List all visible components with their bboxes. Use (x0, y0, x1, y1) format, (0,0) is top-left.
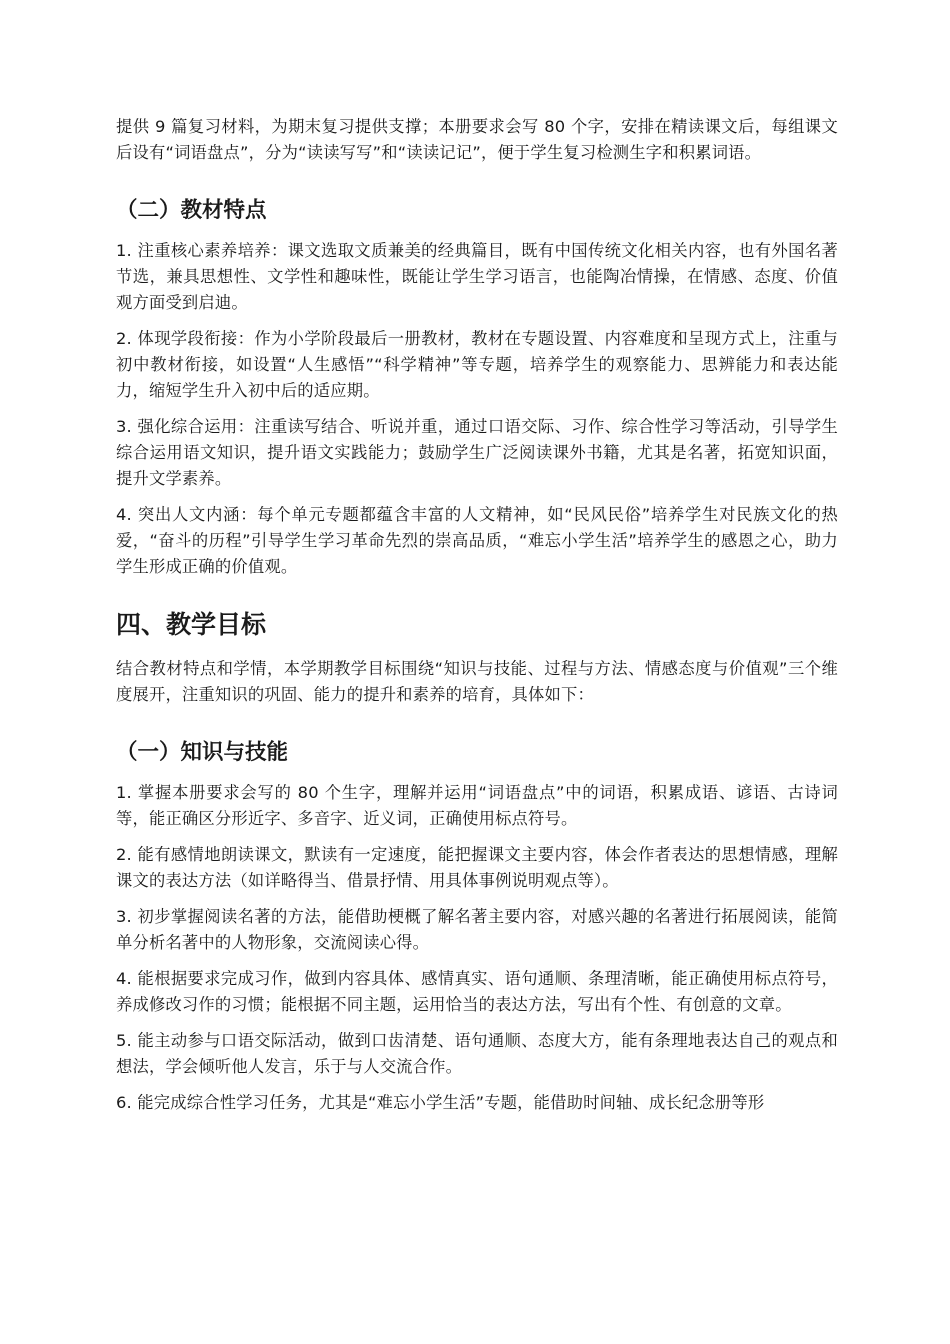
feature-item-4: 4. 突出人文内涵：每个单元专题都蕴含丰富的人文精神，如“民风民俗”培养学生对民族文化的热爱，“奋斗的历程”引导学生学习革命先烈的崇高品质，“难忘小学生活”培养学生的感恩之心，助力学生形成正确的价值观。 (116, 505, 838, 576)
goal-item-6: 6. 能完成综合性学习任务，尤其是“难忘小学生活”专题，能借助时间轴、成长纪念册等形 (116, 1093, 765, 1112)
teaching-goals-heading: 四、教学目标 (116, 610, 267, 639)
feature-item-3: 3. 强化综合运用：注重读写结合、听说并重，通过口语交际、习作、综合性学习等活动，引导学生综合运用语文知识，提升语文实践能力；鼓励学生广泛阅读课外书籍，尤其是名著，拓宽知识面，提升文学素养。 (116, 417, 838, 488)
document-page (116, 114, 838, 1126)
teaching-goals-intro: 结合教材特点和学情，本学期教学目标围绕“知识与技能、过程与方法、情感态度与价值观”三个维度展开，注重知识的巩固、能力的提升和素养的培育，具体如下： (116, 659, 838, 704)
feature-item-1: 1. 注重核心素养培养：课文选取文质兼美的经典篇目，既有中国传统文化相关内容，也有外国名著节选，兼具思想性、文学性和趣味性，既能让学生学习语言，也能陶冶情操，在情感、态度、价值观方面受到启迪。 (116, 241, 838, 312)
goal-item-5: 5. 能主动参与口语交际活动，做到口齿清楚、语句通顺、态度大方，能有条理地表达自己的观点和想法，学会倾听他人发言，乐于与人交流合作。 (116, 1031, 838, 1076)
intro-continuation-paragraph: 提供 9 篇复习材料，为期末复习提供支撑；本册要求会写 80 个字，安排在精读课文后，每组课文后设有“词语盘点”，分为“读读写写”和“读读记记”，便于学生复习检测生字和积累词语。 (116, 117, 838, 162)
goal-item-2: 2. 能有感情地朗读课文，默读有一定速度，能把握课文主要内容，体会作者表达的思想情感，理解课文的表达方法（如详略得当、借景抒情、用具体事例说明观点等）。 (116, 845, 838, 890)
goal-item-4: 4. 能根据要求完成习作，做到内容具体、感情真实、语句通顺、条理清晰，能正确使用标点符号，养成修改习作的习惯；能根据不同主题，运用恰当的表达方法，写出有个性、有创意的文章。 (116, 969, 838, 1014)
goal-item-3: 3. 初步掌握阅读名著的方法，能借助梗概了解名著主要内容，对感兴趣的名著进行拓展阅读，能简单分析名著中的人物形象，交流阅读心得。 (116, 907, 838, 952)
goal-item-1: 1. 掌握本册要求会写的 80 个生字，理解并运用“词语盘点”中的词语，积累成语、谚语、古诗词等，能正确区分形近字、多音字、近义词，正确使用标点符号。 (116, 783, 838, 828)
textbook-features-heading: （二）教材特点 (116, 198, 267, 223)
feature-item-2: 2. 体现学段衔接：作为小学阶段最后一册教材，教材在专题设置、内容难度和呈现方式上，注重与初中教材衔接，如设置“人生感悟”“科学精神”等专题，培养学生的观察能力、思辨能力和表达能力，缩短学生升入初中后的适应期。 (116, 329, 838, 400)
knowledge-skills-heading: （一）知识与技能 (116, 740, 289, 765)
